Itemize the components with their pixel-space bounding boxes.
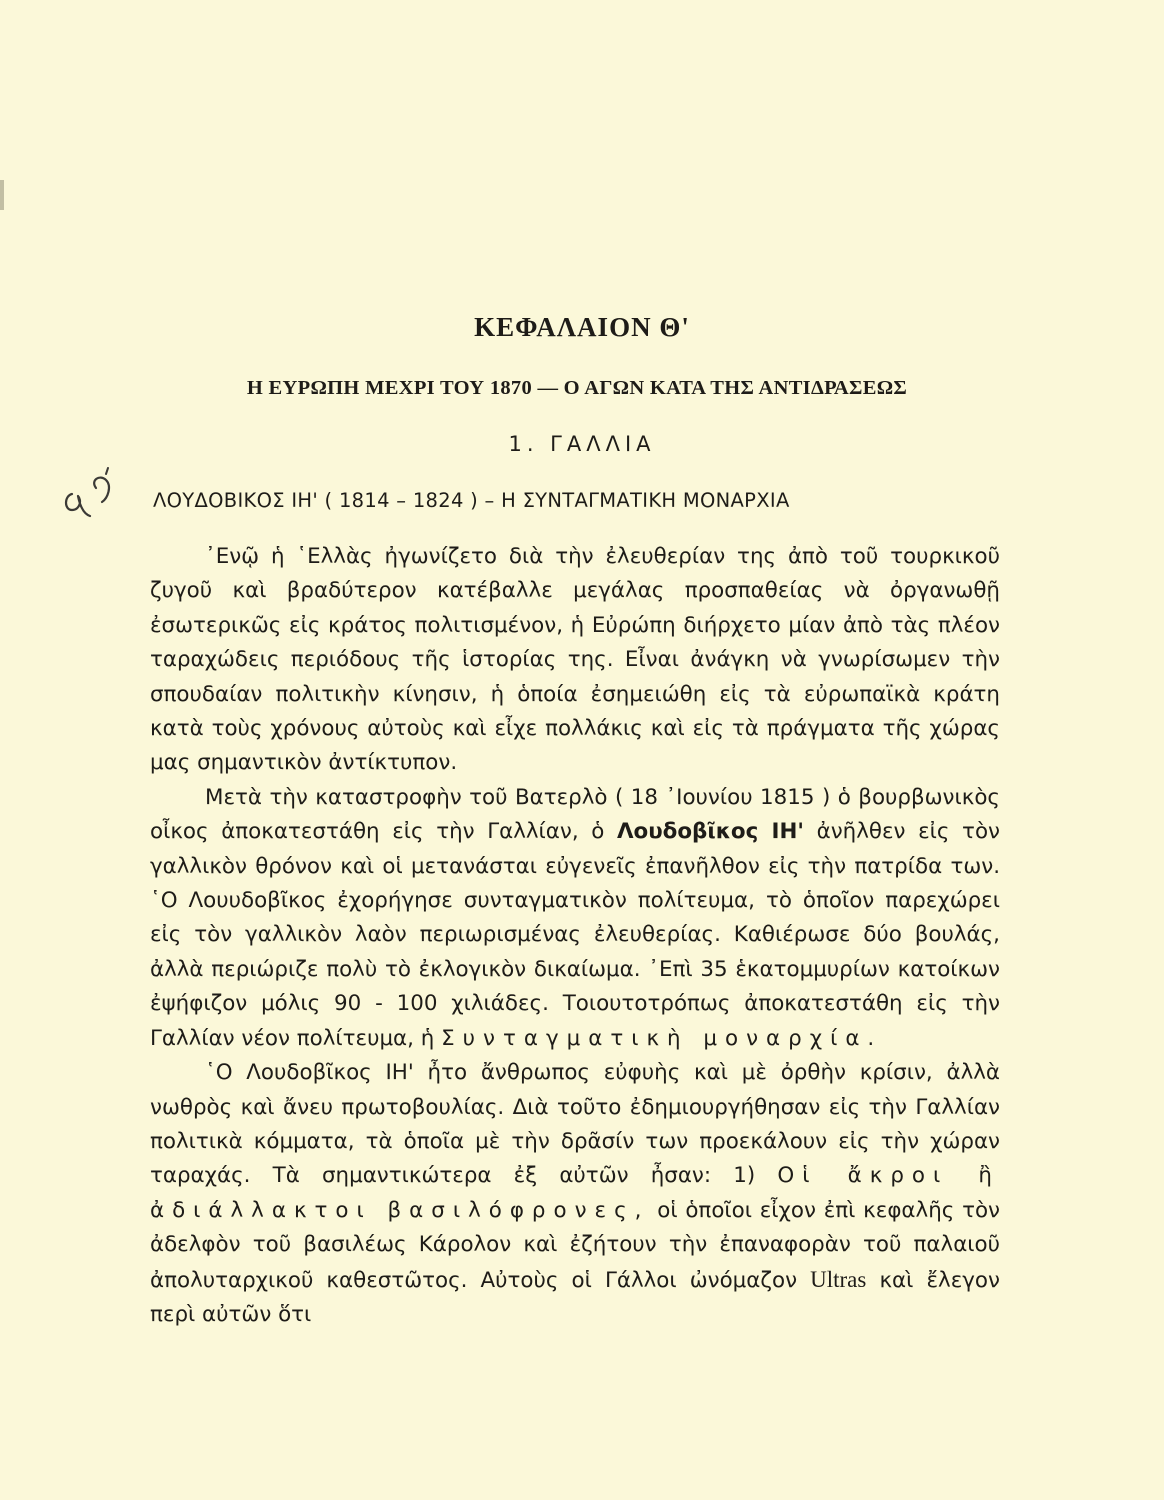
section-title: 1. ΓΑΛΛΙΑ <box>508 432 656 456</box>
paragraph-2-before: Μετὰ τὴν καταστροφὴν τοῦ Βατερλὸ ( 18 ᾿Ιουνίου 1815 ) ὁ βουρβωνικὸς οἶκος ἀποκατεστάθη εἰς τὴν Γαλλίαν, ὁ <box>150 784 1000 845</box>
body-text <box>150 540 1000 1332</box>
spaced-term-royalists: Οἱ ἄκροι ἢ ἀδιάλλακτοι βασιλόφρονες, <box>150 1163 1000 1223</box>
paragraph-3-before: ῾Ο Λουδοβῖκος ΙΗ' ἦτο ἄνθρωπος εὐφυὴς καὶ μὲ ὀρθὴν κρίσιν, ἀλλὰ νωθρὸς καὶ ἄνευ πρωτοβουλίας. Διὰ τοῦτο ἐδημιουργήθησαν εἰς τὴν Γαλλίαν πολιτικὰ κόμματα, τὰ ὁποῖα μὲ τὴν δρᾶσίν των προεκάλουν εἰς τὴν χώραν ταραχάς. Τὰ σημαντικώτερα ἐξ αὐτῶν ἦσαν: 1) <box>150 1060 1000 1189</box>
paragraph-2-middle: ἀνῆλθεν εἰς τὸν γαλλικὸν θρόνον καὶ οἱ μετανάσται εὐγενεῖς ἐπανῆλθον εἰς τὴν πατρίδα των. ῾Ο Λουυδοβῖκος ἐχορήγησε συνταγματικὸν πολίτευμα, τὸ ὁποῖον παρεχώρει εἰς τὸν γαλλικὸν λαὸν περιωρισμένας ἐλευθερίας. Καθιέρωσε δύο βουλάς, ἀλλὰ περιώριζε πολὺ τὸ ἐκλογικὸν δικαίωμα. ᾿Επὶ 35 ἑκατομμυρίων κατοίκων ἐψήφιζον μόλις 90 - 100 χιλιάδες. Τοιουτοτρόπως ἀποκατεστάθη εἰς τὴν Γαλλίαν νέον πολίτευμα, ἡ <box>150 819 1000 1051</box>
subsection-title: ΛΟΥΔΟΒΙΚΟΣ ΙΗ' ( 1814 – 1824 ) – Η ΣΥΝΤΑΓΜΑΤΙΚΗ ΜΟΝΑΡΧΙΑ <box>153 489 790 512</box>
spaced-term-monarchy: Συνταγματικὴ μοναρχία. <box>441 1025 883 1051</box>
handwritten-margin-note <box>60 466 130 526</box>
paragraph-2 <box>150 781 1000 1056</box>
chapter-subtitle: Η ΕΥΡΩΠΗ ΜΕΧΡΙ ΤΟΥ 1870 — Ο ΑΓΩΝ ΚΑΤΑ ΤΗΣ ΑΝΤΙΔΡΑΣΕΩΣ <box>246 377 908 399</box>
paragraph-1-text: ᾿Ενῷ ἡ ῾Ελλὰς ἠγωνίζετο διὰ τὴν ἐλευθερίαν της ἀπὸ τοῦ τουρκικοῦ ζυγοῦ καὶ βραδύτερον κατέβαλλε μεγάλας προσπαθείας νὰ ὀργανωθῇ ἐσωτερικῶς εἰς κράτος πολιτισμένον, ἡ Εὐρώπη διήρχετο μίαν ἀπὸ τὰς πλέον ταραχώδεις περιόδους τῆς ἱστορίας της. Εἶναι ἀνάγκη νὰ γνωρίσωμεν τὴν σπουδαίαν πολιτικὴν κίνησιν, ἡ ὁποία ἐσημειώθη εἰς τὰ εὐρωπαϊκὰ κράτη κατὰ τοὺς χρόνους αὐτοὺς καὶ εἶχε πολλάκις καὶ εἰς τὰ πράγματα τῆς χώρας μας σημαντικὸν ἀντίκτυπον. <box>150 544 1000 776</box>
king-name: Λουδοβῖκος ΙΗ' <box>616 819 804 845</box>
paragraph-3-after: καὶ ἔλεγον περὶ αὐτῶν ὅτι <box>150 1267 1000 1327</box>
paragraph-3-middle: οἱ ὁποῖοι εἶχον ἐπὶ κεφαλῆς τὸν ἀδελφὸν τοῦ βασιλέως Κάρολον καὶ ἐζήτουν τὴν ἐπαναφορὰν τοῦ παλαιοῦ ἀπολυταρχικοῦ καθεστῶτος. Αὐτοὺς οἱ Γάλλοι ὠνόμαζον <box>150 1197 1000 1293</box>
chapter-title: ΚΕΦΑΛΑΙΟΝ Θ' <box>474 312 690 342</box>
paragraph-3 <box>150 1056 1000 1332</box>
scan-edge-mark <box>0 180 4 210</box>
latin-term-ultras: Ultras <box>810 1266 867 1292</box>
paragraph-1 <box>150 540 1000 781</box>
